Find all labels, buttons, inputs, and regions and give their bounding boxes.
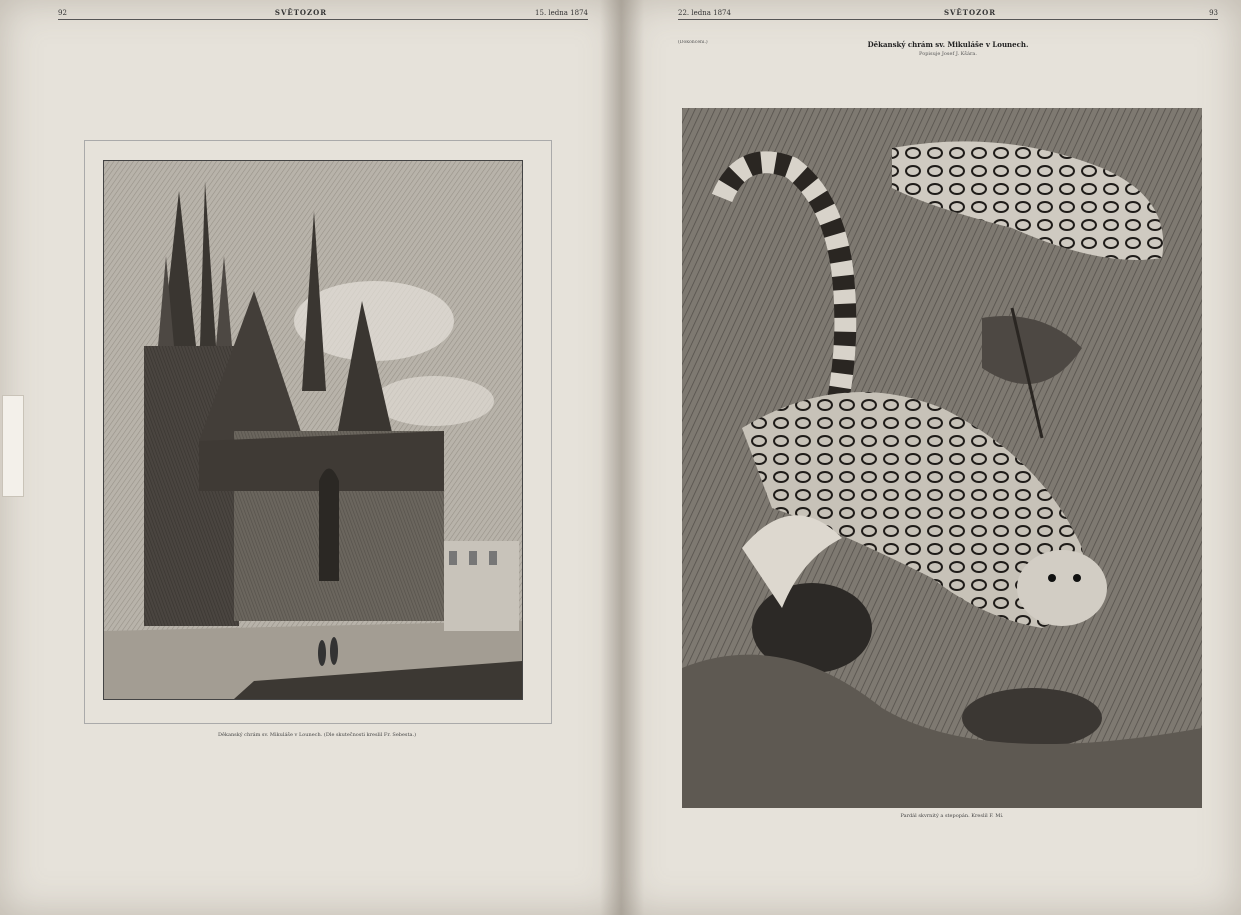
text-column (652, 826, 825, 896)
book-gutter (600, 0, 644, 915)
continuation-note: (Dokončení.) (678, 40, 708, 45)
text-column (418, 24, 588, 118)
right-bottom-text-columns (652, 826, 1192, 896)
text-column (835, 826, 1008, 896)
text-column (238, 24, 408, 118)
left-page-header (58, 8, 588, 20)
text-column (418, 752, 588, 862)
right-top-text-columns (678, 40, 1218, 102)
right-page-number: 93 (1209, 9, 1218, 17)
leopard-engraving (682, 108, 1202, 808)
article-title: Děkanský chrám sv. Mikuláše v Lounech. (867, 40, 1029, 49)
right-page (622, 0, 1241, 915)
left-top-text-columns (58, 24, 588, 118)
church-engraving (103, 160, 523, 700)
church-caption: Děkanský chrám sv. Mikuláše v Lounech. (Dle skutečnosti kreslil Fr. Sebesta.) (217, 732, 417, 738)
left-page-masthead: SVĚTOZOR (274, 8, 328, 17)
text-column (58, 24, 228, 118)
text-column (58, 752, 228, 862)
page-edge-tab (2, 395, 24, 497)
article-byline: Popisuje Josef J. Kšára. (919, 51, 977, 57)
text-column (1019, 826, 1192, 896)
right-page-date: 22. ledna 1874 (678, 9, 731, 17)
text-column (238, 752, 408, 862)
article-heading-column (861, 40, 1034, 102)
right-page-masthead: SVĚTOZOR (943, 8, 997, 17)
text-column (1045, 40, 1218, 102)
leopard-caption: Pardál skvrnitý a stepopán. Kreslil F. Mí. (900, 813, 1004, 819)
text-column (678, 40, 851, 102)
left-bottom-text-columns (58, 752, 588, 862)
left-page-number: 92 (58, 9, 67, 17)
right-page-header (678, 8, 1218, 20)
left-page-date: 15. ledna 1874 (535, 9, 588, 17)
